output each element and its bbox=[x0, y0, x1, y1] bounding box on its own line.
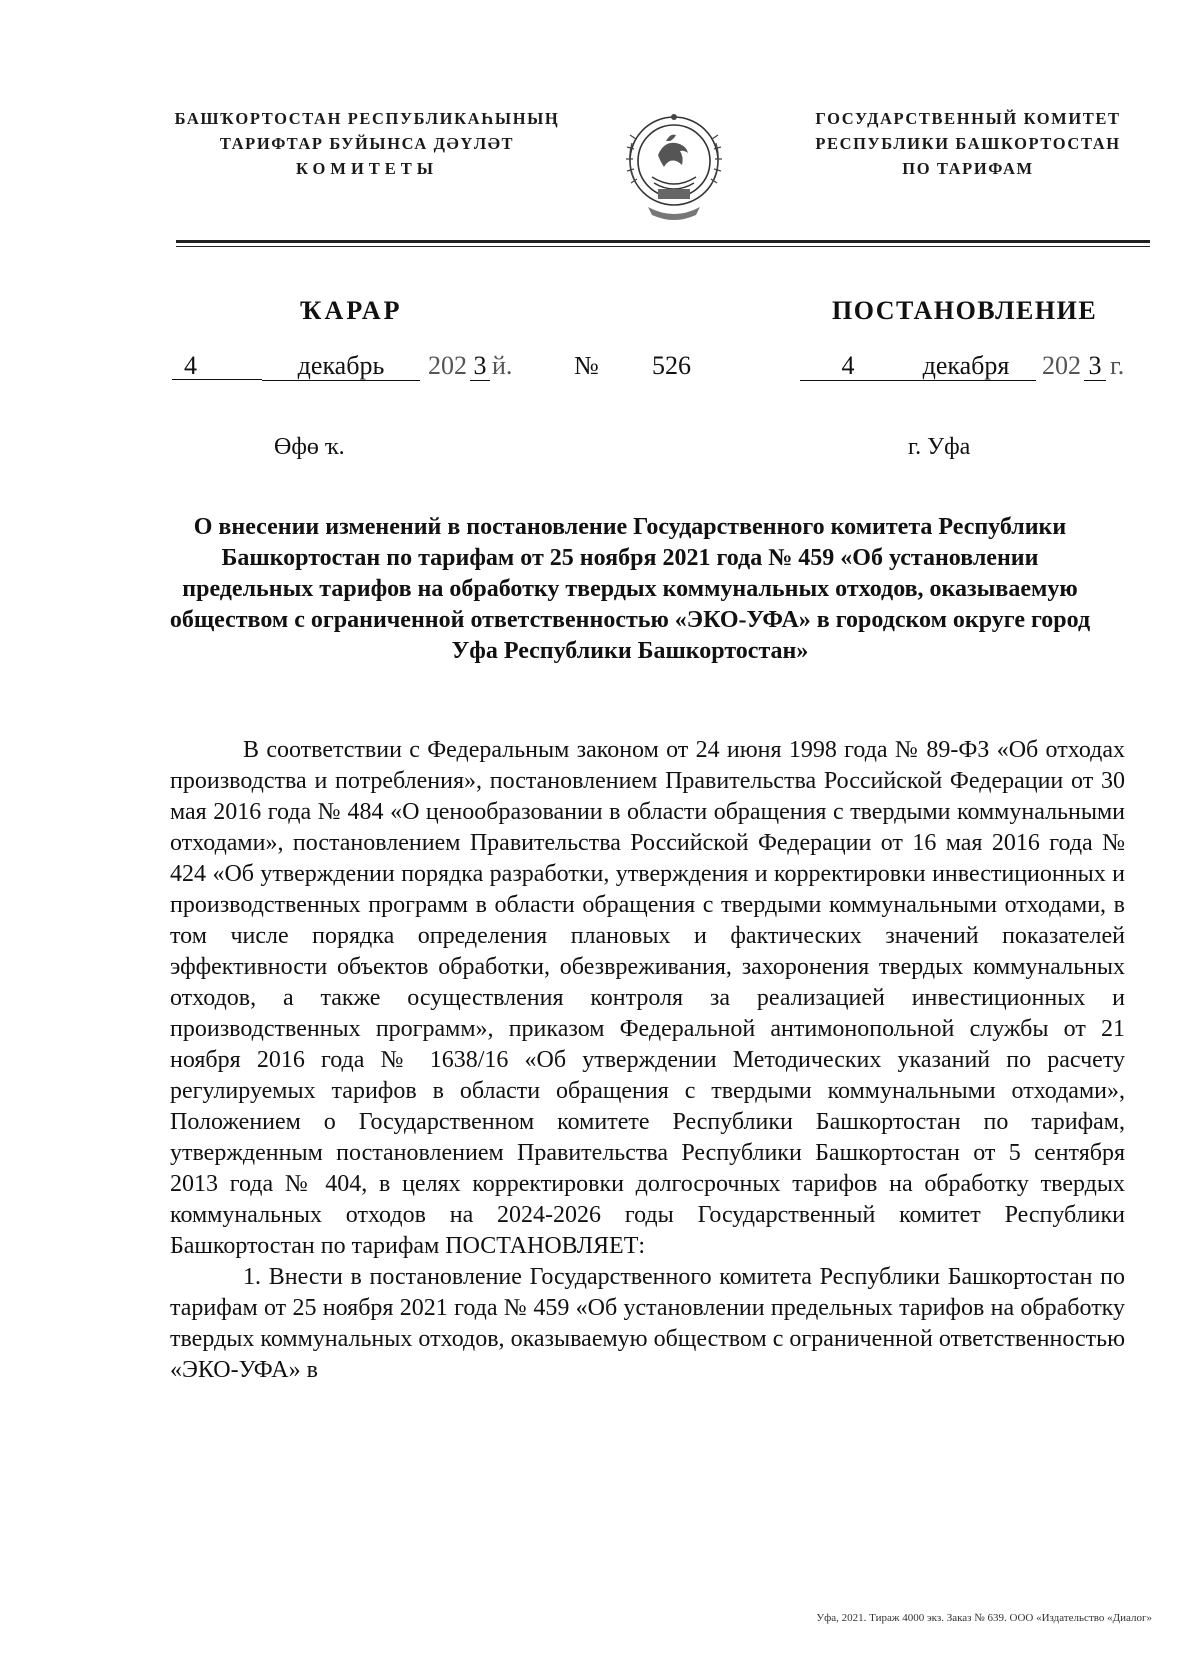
document-body bbox=[170, 735, 1125, 1386]
date-left-year-prefix: 202 bbox=[428, 351, 467, 380]
doc-kind-bashkir: ҠАРАР bbox=[300, 296, 403, 325]
number-sign: № bbox=[574, 351, 599, 380]
document-number bbox=[574, 352, 704, 384]
city-bashkir: Өфө ҡ. bbox=[274, 434, 345, 460]
date-right bbox=[800, 352, 1160, 384]
date-left-day: 4 bbox=[172, 352, 262, 380]
number-value: 526 bbox=[652, 351, 691, 380]
header-right-line-3: ПО ТАРИФАМ bbox=[902, 159, 1034, 178]
body-paragraph: В соответствии с Федеральным законом от 24 июня 1998 года № 89-ФЗ «Об отходах производства и потребления», постановлением Правительства Российской Федерации от 30 мая 2016 года № 484 «О ценообразовании в области обращения с твердыми коммунальными отходами», постановлением Правительства Российской Федерации от 16 мая 2016 года № 424 «Об утверждении порядка разработки, утверждения и корректировки инвестиционных и производственных программ в области обращения с твердыми коммунальными отходами, в том числе порядка определения плановых и фактических значений показателей эффективности объектов обработки, обезвреживания, захоронения твердых коммунальных отходов, а также осуществления контроля за реализацией инвестиционных и производственных программ», приказом Федеральной антимонопольной службы от 21 ноября 2016 года № 1638/16 «Об утверждении Методических указаний по расчету регулируемых тарифов в области обращения с твердыми коммунальными отходами», Положением о Государственном комитете Республики Башкортостан по тарифам, утвержденным постановлением Правительства Республики Башкортостан от 5 сентября 2013 года № 404, в целях корректировки долгосрочных тарифов на обработку твердых коммунальных отходов на 2024-2026 годы Государственный комитет Республики Башкортостан по тарифам ПОСТАНОВЛЯЕТ: bbox=[170, 737, 1125, 1259]
date-left bbox=[172, 352, 552, 384]
header-right-line-1: ГОСУДАРСТВЕННЫЙ КОМИТЕТ bbox=[815, 109, 1121, 128]
header-right-line-2: РЕСПУБЛИКИ БАШКОРТОСТАН bbox=[815, 134, 1121, 153]
date-left-year-digit: 3 bbox=[470, 352, 490, 381]
header-right-agency bbox=[778, 106, 1158, 181]
header-left-line-2: ТАРИФТАР БУЙЫНСА ДӘҮЛӘТ bbox=[219, 134, 515, 153]
doc-kind-russian: ПОСТАНОВЛЕНИЕ bbox=[832, 296, 1098, 325]
header-left-line-3: КОМИТЕТЫ bbox=[295, 159, 438, 178]
date-right-year-prefix: 202 bbox=[1042, 351, 1081, 380]
bashkortostan-coat-of-arms-icon bbox=[618, 103, 730, 229]
date-right-year-suffix: г. bbox=[1110, 351, 1125, 380]
date-right-year-digit: 3 bbox=[1084, 352, 1106, 381]
date-left-year-suffix: й. bbox=[492, 351, 513, 380]
date-right-day: 4 bbox=[800, 352, 896, 381]
document-title: О внесении изменений в постановление Государственного комитета Республики Башкортостан по тарифам от 25 ноября 2021 года № 459 «Об установлении предельных тарифов на обработку твердых коммунальных отходов, оказываемую обществом с ограниченной ответственностью «ЭКО-УФА» в городском округе город Уфа Республики Башкортостан» bbox=[169, 514, 1091, 664]
print-imprint: Уфа, 2021. Тираж 4000 экз. Заказ № 639. ООО «Издательство «Диалог» bbox=[816, 1612, 1152, 1624]
body-paragraph-item-1: 1. Внести в постановление Государственного комитета Республики Башкортостан по тарифам от 25 ноября 2021 года № 459 «Об установлении предельных тарифов на обработку твердых коммунальных отходов, оказываемую обществом с ограниченной ответственностью «ЭКО-УФА» в bbox=[170, 1264, 1125, 1383]
date-right-month: декабря bbox=[896, 352, 1036, 381]
header-left-agency bbox=[172, 106, 562, 181]
header-left-line-1: БАШҠОРТОСТАН РЕСПУБЛИКАҺЫНЫҢ bbox=[174, 109, 560, 128]
city-russian: г. Уфа bbox=[908, 434, 971, 460]
header-divider-thick bbox=[176, 240, 1150, 243]
header-divider-thin bbox=[176, 246, 1150, 247]
date-left-month: декабрь bbox=[262, 352, 420, 381]
